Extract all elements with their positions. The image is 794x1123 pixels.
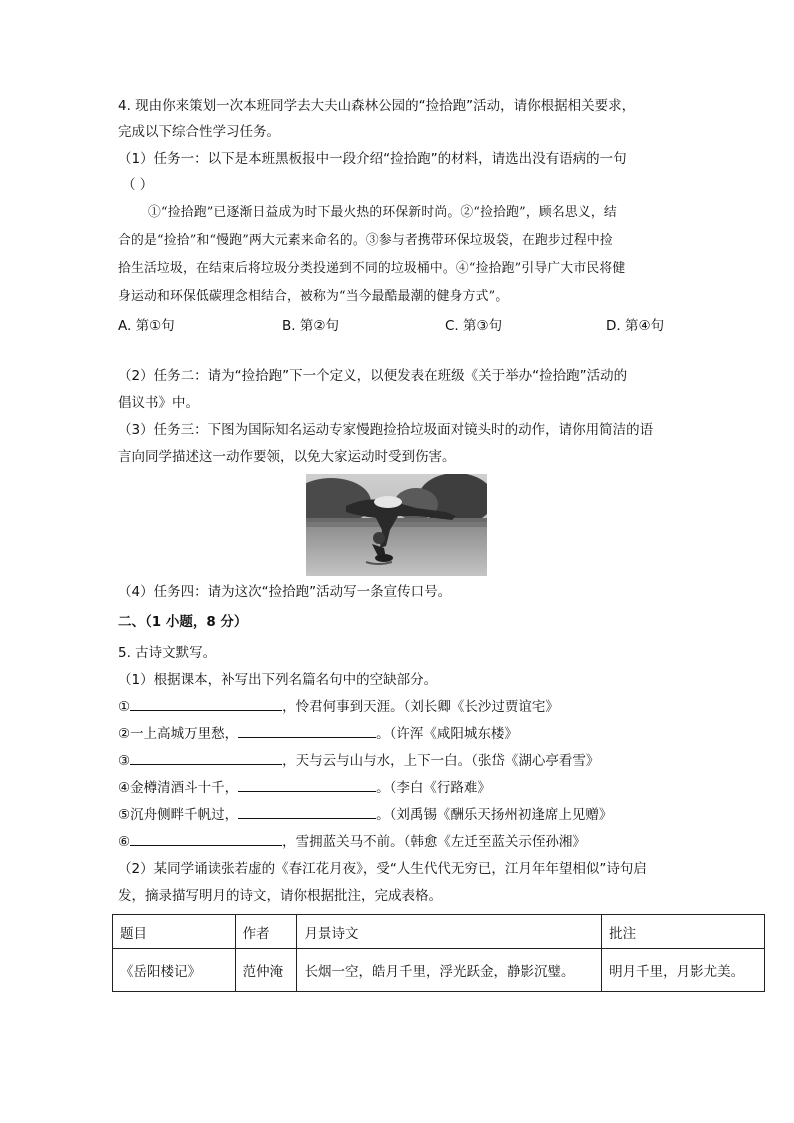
fill-blank-5[interactable] — [238, 806, 376, 819]
section2-heading: 二、（1 小题，8 分） — [118, 614, 248, 630]
fill-item-1: ① ，怜君何事到天涯。（刘长卿《长沙过贾谊宅》 — [118, 699, 559, 715]
q5-sub1: （1）根据课本，补写出下列名篇名句中的空缺部分。 — [118, 672, 438, 688]
q4-intro-line-1: 4. 现由你来策划一次本班同学去大夫山森林公园的“捡拾跑”活动，请你根据相关要求， — [118, 98, 636, 114]
cell-title: 《岳阳楼记》 — [113, 949, 236, 992]
runner-picking-litter-photo — [306, 474, 487, 576]
q5-sub2-line-1: （2）某同学诵读张若虚的《春江花月夜》，受“人生代代无穷已，江月年年望相似”诗句启 — [118, 861, 647, 877]
cell-annotation: 明月千里，月影尤美。 — [602, 949, 765, 992]
task3-line-1: （3）任务三：下图为国际知名运动专家慢跑捡拾垃圾面对镜头时的动作，请你用简洁的语 — [118, 422, 654, 438]
passage-line-4: 身运动和环保低碳理念相结合，被称为“当今最酷最潮的健身方式”。 — [118, 289, 509, 304]
task3-line-2: 言向同学描述这一动作要领，以免大家运动时受到伤害。 — [118, 449, 456, 465]
option-c[interactable]: C. 第③句 — [445, 318, 503, 334]
fill-item-5: ⑤沉舟侧畔千帆过， 。（刘禹锡《酬乐天扬州初逢席上见赠》 — [118, 807, 613, 823]
fill-blank-2[interactable] — [238, 725, 376, 738]
option-d[interactable]: D. 第④句 — [606, 318, 665, 334]
passage-line-3: 拾生活垃圾，在结束后将垃圾分类投递到不同的垃圾桶中。④“捡拾跑”引导广大市民将健 — [118, 261, 626, 276]
task2-line-1: （2）任务二：请为“捡拾跑”下一个定义，以便发表在班级《关于举办“捡拾跑”活动的 — [118, 368, 628, 384]
option-a[interactable]: A. 第①句 — [118, 318, 175, 334]
header-title: 题目 — [113, 915, 236, 949]
passage-line-1: ①“捡拾跑”已逐渐日益成为时下最火热的环保新时尚。②“捡拾跑”，顾名思义，结 — [148, 205, 617, 220]
passage-line-2: 合的是“捡拾”和“慢跑”两大元素来命名的。③参与者携带环保垃圾袋，在跑步过程中捡 — [118, 233, 613, 248]
task1-line-1: （1）任务一：以下是本班黑板报中一段介绍“捡拾跑”的材料，请选出没有语病的一句 — [118, 151, 627, 167]
fill-blank-3[interactable] — [130, 752, 282, 765]
q4-intro-line-2: 完成以下综合性学习任务。 — [118, 124, 280, 140]
task1-answer-bracket: （ ） — [122, 177, 154, 193]
fill-blank-1[interactable] — [130, 698, 282, 711]
header-moon-verse: 月景诗文 — [297, 915, 602, 949]
q5-sub2-line-2: 发，摘录描写明月的诗文，请你根据批注，完成表格。 — [118, 888, 442, 904]
fill-item-2: ②一上高城万里愁， 。（许浑《咸阳城东楼》 — [118, 726, 518, 742]
q5-title: 5. 古诗文默写。 — [118, 645, 217, 661]
table-row — [113, 949, 765, 992]
fill-item-3: ③ ，天与云与山与水，上下一白。（张岱《湖心亭看雪》 — [118, 753, 600, 769]
header-author: 作者 — [235, 915, 297, 949]
fill-item-6: ⑥ ，雪拥蓝关马不前。（韩愈《左迁至蓝关示侄孙湘》 — [118, 834, 586, 850]
cell-moon-verse: 长烟一空，皓月千里，浮光跃金，静影沉璧。 — [297, 949, 602, 992]
moon-poems-table — [112, 914, 765, 992]
option-b[interactable]: B. 第②句 — [282, 318, 339, 334]
cell-author: 范仲淹 — [235, 949, 297, 992]
task2-line-2: 倡议书》中。 — [118, 395, 199, 411]
header-annotation: 批注 — [602, 915, 765, 949]
fill-blank-6[interactable] — [130, 833, 282, 846]
table-header-row — [113, 915, 765, 949]
task4-line: （4）任务四：请为这次“捡拾跑”活动写一条宣传口号。 — [118, 584, 452, 600]
fill-item-4: ④金樽清酒斗十千， 。（李白《行路难》 — [118, 780, 491, 796]
fill-blank-4[interactable] — [238, 779, 376, 792]
